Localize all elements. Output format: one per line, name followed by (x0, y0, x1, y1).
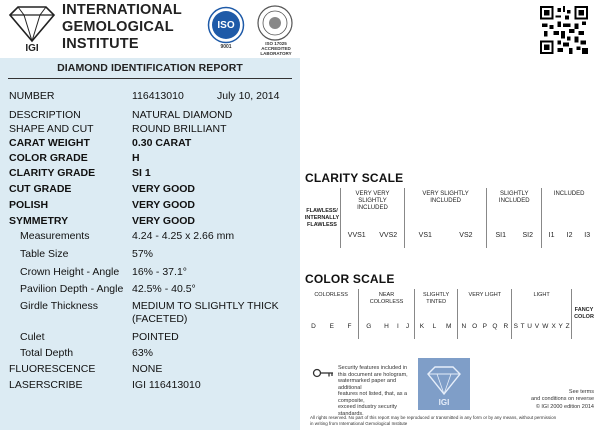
color-group-very-light (458, 289, 512, 313)
field-value: SI 1 (132, 167, 151, 179)
field-value: 57% (132, 248, 154, 260)
field-value: VERY GOOD (132, 183, 196, 195)
group-line: INCLUDED (553, 191, 585, 197)
field-value: 0.30 CARAT (132, 137, 192, 149)
group-line: INCLUDED (357, 205, 388, 211)
color-scale-table (304, 289, 596, 339)
report-title: DIAMOND IDENTIFICATION REPORT (57, 62, 243, 74)
clarity-group-si (487, 188, 542, 222)
terms-line: See terms (568, 389, 594, 395)
clarity-grade-cell: VVS2 (379, 231, 398, 239)
accredited-line-1: ISO 17025 (265, 41, 287, 46)
terms-line: and conditions on reverse (531, 395, 594, 402)
color-group-colorless (304, 289, 359, 313)
clarity-scale-table (304, 188, 596, 248)
title-divider (8, 78, 292, 79)
color-fancy-cell (572, 289, 597, 339)
color-grade-cell: W (542, 322, 549, 330)
color-grade-cell: T (520, 322, 525, 330)
group-line: TINTED (426, 299, 447, 305)
security-line: this document are hologram, (338, 371, 408, 378)
clarity-grade-cell: VVS1 (341, 222, 373, 248)
organization-name (62, 2, 182, 53)
clarity-group-vvs (341, 188, 405, 222)
iso-badge-text: ISO (217, 20, 235, 31)
field-label: Table Size (20, 248, 69, 260)
clarity-grade-cell: I1 (542, 222, 561, 248)
field-value: VERY GOOD (132, 215, 196, 227)
field-label: CARAT WEIGHT (9, 137, 90, 149)
field-label: CLARITY GRADE (9, 167, 96, 179)
color-grade-cell: F (347, 322, 352, 330)
color-grade-cell: U (527, 322, 532, 330)
field-label: CUT GRADE (9, 183, 72, 195)
security-line: Security features included in (338, 365, 408, 371)
color-grade-cell: P (482, 322, 487, 330)
rights-line: All rights reserved. No part of this report may be reproduced or transmitted in any form or by any means, without permission (310, 415, 557, 420)
rights-notice (310, 415, 596, 426)
color-grade-cell: V (534, 322, 540, 330)
fancy-line-2: COLOR (574, 314, 594, 320)
color-group-slightly-tinted (414, 289, 458, 313)
group-line: VERY SLIGHTLY (422, 191, 469, 197)
field-value: VERY GOOD (132, 199, 196, 211)
clarity-grade-cell: SI2 (522, 231, 534, 239)
hologram-diamond-icon (418, 358, 470, 410)
field-label: LASERSCRIBE (9, 379, 83, 391)
color-scale-title: COLOR SCALE (305, 272, 395, 286)
field-value: NATURAL DIAMOND (132, 109, 233, 121)
accredited-line-3: LABORATORY (260, 51, 292, 56)
color-grade-cell: J (405, 322, 410, 330)
field-value: IGI 116413010 (132, 379, 201, 391)
hologram-logo-text: IGI (438, 398, 450, 407)
field-value-continued: (FACETED) (132, 313, 188, 325)
security-line: exceed industry security standards. (338, 404, 397, 417)
group-line: COLORLESS (314, 292, 348, 298)
color-group-light (512, 289, 572, 313)
field-label: Total Depth (20, 347, 74, 359)
group-line: COLORLESS (369, 299, 404, 305)
field-value: 4.24 - 4.25 x 2.66 mm (132, 230, 235, 242)
color-group-near-colorless (359, 289, 415, 313)
group-line: SLIGHTLY (499, 191, 529, 197)
field-label: Measurements (20, 230, 90, 242)
flawless-line-2: INTERNALLY (304, 214, 340, 221)
org-line-2: GEMOLOGICAL (62, 19, 174, 35)
group-line: SLIGHTLY (358, 198, 387, 204)
color-grade-cell: D (311, 322, 316, 330)
rights-line: in writing from International Gemological Institute (310, 420, 408, 426)
group-line: NEAR (378, 292, 395, 298)
color-grade-cell: X (551, 322, 556, 330)
report-header (0, 0, 300, 58)
color-grade-cell: M (445, 322, 452, 330)
color-grade-cell: N (458, 313, 469, 339)
hologram-seal (418, 358, 470, 410)
security-line: features not listed, that, as a composite, (338, 391, 408, 404)
group-line: SLIGHTLY (423, 292, 450, 298)
group-line: INCLUDED (430, 198, 461, 204)
org-line-3: INSTITUTE (62, 36, 139, 52)
flawless-line-3: FLAWLESS (307, 221, 337, 228)
color-grade-cell: L (432, 322, 437, 330)
key-icon (312, 368, 334, 378)
field-label: COLOR GRADE (9, 152, 88, 164)
group-line: VERY LIGHT (468, 292, 502, 298)
group-line: INCLUDED (498, 198, 530, 204)
field-label: Culet (20, 331, 45, 343)
field-label: Crown Height - Angle (20, 266, 120, 278)
field-value: POINTED (132, 331, 179, 343)
color-grade-cell: Q (492, 322, 498, 330)
clarity-grade-cell: I3 (584, 231, 591, 239)
clarity-flawless-cell (304, 188, 341, 248)
color-grade-cell: G (359, 313, 379, 339)
logo-text: IGI (25, 43, 39, 53)
field-value: ROUND BRILLIANT (132, 123, 227, 135)
field-value: H (132, 152, 140, 164)
field-label: POLISH (9, 199, 49, 211)
clarity-grade-cell: I2 (566, 231, 573, 239)
accredited-line-2: ACCREDITED (261, 46, 291, 51)
qr-code-icon (540, 6, 588, 54)
igi-diamond-logo-icon (6, 3, 58, 53)
color-grade-cell: S (512, 313, 520, 339)
accreditation-badge-icon (256, 4, 294, 42)
field-value: 42.5% - 40.5° (132, 283, 196, 295)
group-line: VERY VERY (355, 191, 390, 197)
field-label: FLUORESCENCE (9, 363, 96, 375)
clarity-group-vs (404, 188, 486, 222)
group-line: LIGHT (533, 292, 550, 298)
field-label: SYMMETRY (9, 215, 69, 227)
color-grade-cell: K (414, 313, 429, 339)
field-value: NONE (132, 363, 163, 375)
color-grade-cell: H (384, 322, 389, 330)
terms-note (500, 389, 594, 411)
clarity-scale-title: CLARITY SCALE (305, 171, 404, 185)
field-label: SHAPE AND CUT (9, 123, 94, 135)
field-label: Pavilion Depth - Angle (20, 283, 124, 295)
clarity-grade-cell: VS2 (459, 231, 473, 239)
accreditation-label (250, 41, 302, 56)
iso-number: 9001 (220, 44, 232, 50)
clarity-grade-cell: VS1 (404, 222, 445, 248)
fancy-line-1: FANCY (574, 307, 594, 313)
field-label: Girdle Thickness (20, 300, 99, 312)
clarity-grade-cell: SI1 (487, 222, 515, 248)
field-label: DESCRIPTION (9, 109, 81, 121)
number-label: NUMBER (9, 90, 55, 102)
flawless-line-1: FLAWLESS/ (306, 207, 338, 214)
field-value: 63% (132, 347, 154, 359)
copyright: © IGI 2000 edition 2014 (535, 404, 594, 410)
color-grade-cell: E (329, 322, 334, 330)
iso-badge-icon (207, 6, 245, 44)
security-line: watermarked paper and additional (338, 378, 397, 391)
security-notice (338, 365, 416, 417)
color-grade-cell: R (503, 322, 509, 330)
field-value: MEDIUM TO SLIGHTLY THICK (132, 300, 279, 312)
org-line-1: INTERNATIONAL (62, 2, 182, 18)
color-grade-cell: Y (558, 322, 563, 330)
report-date: July 10, 2014 (217, 90, 280, 102)
color-grade-cell: I (397, 322, 399, 330)
report-number: 116413010 (132, 90, 184, 102)
color-grade-cell: O (472, 322, 478, 330)
color-grade-cell: Z (565, 322, 570, 330)
field-value: 16% - 37.1° (132, 266, 187, 278)
clarity-group-included (542, 188, 596, 222)
